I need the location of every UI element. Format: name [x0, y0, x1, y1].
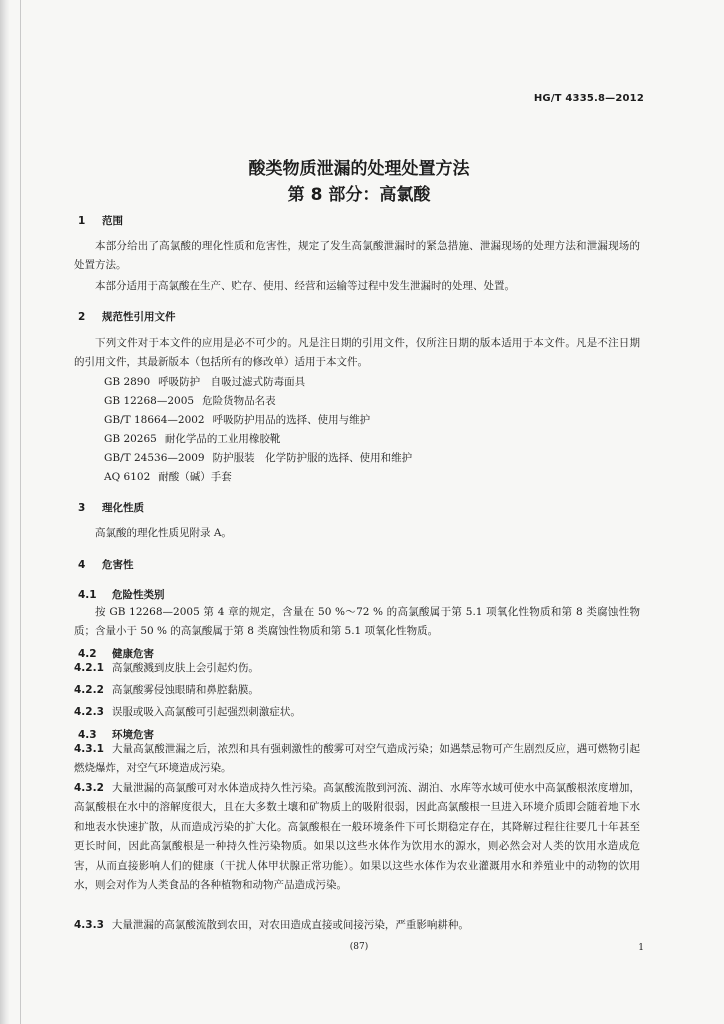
document-page — [74, 0, 644, 1024]
clause-text: 高氯酸溅到皮肤上会引起灼伤。 — [111, 662, 259, 674]
clause-text: 大量泄漏的高氯酸流散到农田，对农田造成直接或间接污染，严重影响耕种。 — [111, 919, 469, 931]
clause-number: 4.2.2 — [74, 684, 104, 696]
section-number: 4 — [78, 559, 86, 571]
section-4-3-3 — [74, 916, 640, 935]
standard-code: HG/T 4335.8—2012 — [533, 93, 644, 104]
reference-title: 呼吸防护用品的选择、使用与维护 — [212, 414, 371, 426]
clause-text: 误服或吸入高氯酸可引起强烈刺激症状。 — [111, 706, 301, 718]
section-title: 环境危害 — [112, 729, 154, 741]
section-2-paragraph-1: 下列文件对于本文件的应用是必不可少的。凡是注日期的引用文件，仅所注日期的版本适用于本文件。凡是不注日期的引用文件，其最新版本（包括所有的修改单）适用于本文件。 — [74, 337, 640, 369]
reference-code: GB 2890 — [104, 376, 151, 388]
reference-item — [104, 450, 412, 465]
footer-mark: 1 — [638, 943, 644, 953]
section-1-paragraph-1: 本部分给出了高氯酸的理化性质和危害性，规定了发生高氯酸泄漏时的紧急措施、泄漏现场的处理方法和泄漏现场的处置方法。 — [74, 240, 640, 272]
reference-item — [104, 431, 280, 446]
section-4-1-heading — [78, 587, 165, 602]
clause-number: 4.3.3 — [74, 919, 104, 931]
reference-title: 呼吸防护 自吸过滤式防毒面具 — [158, 376, 306, 388]
section-3-paragraph-1: 高氯酸的理化性质见附录 A。 — [95, 527, 232, 539]
reference-title: 防护服装 化学防护服的选择、使用和维护 — [212, 452, 413, 464]
scan-binding-line — [20, 0, 21, 1024]
section-4-2-2 — [74, 681, 640, 700]
reference-code: GB/T 24536—2009 — [104, 452, 205, 464]
reference-title: 耐化学品的工业用橡胶靴 — [164, 433, 281, 445]
title-line-1: 酸类物质泄漏的处理处置方法 — [248, 159, 470, 179]
section-4-heading — [78, 557, 134, 572]
scan-binding-shadow — [0, 0, 10, 1024]
section-number: 1 — [78, 215, 86, 227]
section-number: 4.2 — [78, 648, 97, 660]
reference-code: GB 20265 — [104, 433, 157, 445]
clause-text: 大量泄漏的高氯酸可对水体造成持久性污染。高氯酸流散到河流、湖泊、水库等水域可使水中高氯酸根浓度增加，高氯酸根在水中的溶解度很大，且在大多数土壤和矿物质上的吸附很弱，因此高氯酸根一旦进入环境介质即会随着地下水和地表水快速扩散，从而造成污染的扩大化。高氯酸根在一般环境条件下可长期稳定存在，其降解过程往往要几十年甚至更长时间，因此高氯酸根是一种持久性污染物质。如果以这些水体作为饮用水的源水，则必然会对人类的饮用水造成危害，从而直接影响人们的健康（干扰人体甲状腺正常功能）。如果以这些水体作为农业灌溉用水和养殖业中的动物的饮用水，则会对作为人类食品的各种植物和动物产品造成污染。 — [74, 782, 640, 892]
clause-text: 高氯酸雾侵蚀眼睛和鼻腔黏膜。 — [111, 684, 259, 696]
reference-item — [104, 469, 232, 484]
section-number: 2 — [78, 311, 86, 323]
reference-title: 耐酸（碱）手套 — [158, 471, 232, 483]
clause-text: 大量高氯酸泄漏之后，浓烈和具有强刺激性的酸雾可对空气造成污染；如遇禁忌物可产生剧烈反应，遇可燃物引起燃烧爆炸，对空气环境造成污染。 — [74, 743, 640, 775]
reference-item — [104, 374, 305, 389]
section-4-2-1 — [74, 659, 640, 678]
section-4-3-1 — [74, 740, 640, 779]
clause-number: 4.3.2 — [74, 782, 104, 794]
section-title: 规范性引用文件 — [102, 311, 176, 323]
section-3-heading — [78, 500, 144, 515]
title-line-2: 第 8 部分：高氯酸 — [287, 185, 431, 205]
reference-code: AQ 6102 — [104, 471, 151, 483]
section-title: 健康危害 — [112, 648, 154, 660]
section-4-1-paragraph: 按 GB 12268—2005 第 4 章的规定，含量在 50 %～72 % 的高氯酸属于第 5.1 项氧化性物质和第 8 类腐蚀性物质；含量小于 50 % 的高氯酸属于第 8 类腐蚀性物质和第 5.1 项氧化性物质。 — [74, 606, 640, 638]
clause-number: 4.3.1 — [74, 743, 104, 755]
section-title: 危害性 — [102, 559, 134, 571]
clause-number: 4.2.3 — [74, 706, 104, 718]
reference-item — [104, 393, 276, 408]
page-number: (87) — [349, 942, 369, 952]
section-number: 4.1 — [78, 589, 97, 601]
clause-number: 4.2.1 — [74, 662, 104, 674]
section-2-heading — [78, 309, 176, 324]
section-title: 范围 — [102, 215, 123, 227]
section-4-2-3 — [74, 703, 640, 722]
section-number: 4.3 — [78, 729, 97, 741]
reference-title: 危险货物品名表 — [202, 395, 276, 407]
reference-code: GB 12268—2005 — [104, 395, 195, 407]
section-1-heading — [78, 213, 123, 228]
reference-item — [104, 412, 370, 427]
reference-code: GB/T 18664—2002 — [104, 414, 205, 426]
section-4-3-2 — [74, 779, 640, 895]
section-1-paragraph-2: 本部分适用于高氯酸在生产、贮存、使用、经营和运输等过程中发生泄漏时的处理、处置。 — [95, 280, 515, 292]
section-title: 危险性类别 — [112, 589, 165, 601]
section-title: 理化性质 — [102, 502, 144, 514]
section-number: 3 — [78, 502, 86, 514]
